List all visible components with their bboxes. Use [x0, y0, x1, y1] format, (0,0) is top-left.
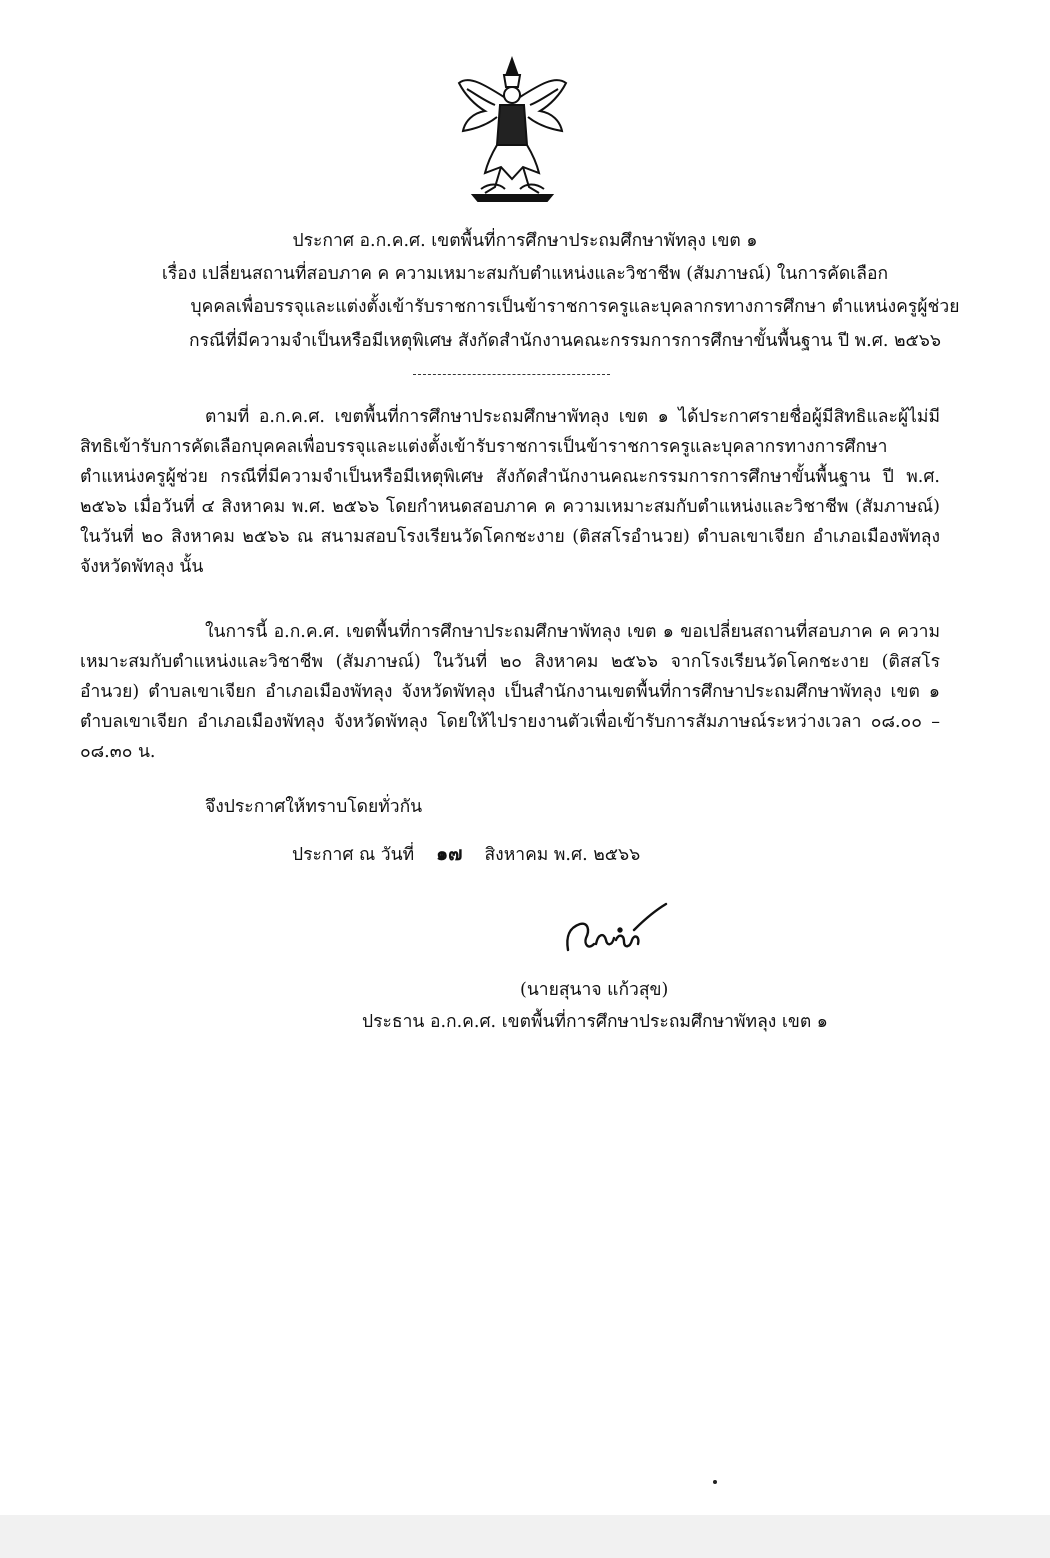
garuda-emblem-icon	[455, 55, 570, 205]
header-subject-line-3: กรณีที่มีความจำเป็นหรือมีเหตุพิเศษ สังกัดสำนักงานคณะกรรมการการศึกษาขั้นพื้นฐาน ปี พ.ศ. ๒๕๖๖	[189, 331, 941, 351]
signer-name: (นายสุนาจ แก้วสุข)	[520, 980, 669, 1000]
header-title-line: ประกาศ อ.ก.ค.ศ. เขตพื้นที่การศึกษาประถมศึกษาพัทลุง เขต ๑	[292, 231, 758, 251]
closing-statement: จึงประกาศให้ทราบโดยทั่วกัน	[205, 797, 423, 817]
signer-title: ประธาน อ.ก.ค.ศ. เขตพื้นที่การศึกษาประถมศึกษาพัทลุง เขต ๑	[362, 1012, 828, 1032]
header-subject-line-2: บุคคลเพื่อบรรจุและแต่งตั้งเข้ารับราชการเป็นข้าราชการครูและบุคลากรทางการศึกษา ตำแหน่งครูผู้ช่วย	[190, 297, 960, 317]
date-day: ๑๗	[436, 843, 463, 865]
date-month-year: สิงหาคม พ.ศ. ๒๕๖๖	[484, 845, 641, 865]
handwritten-signature	[560, 900, 670, 960]
scan-speck	[713, 1480, 717, 1484]
date-prefix: ประกาศ ณ วันที่	[292, 845, 415, 865]
header-divider	[413, 374, 610, 375]
body-paragraph-1: ตามที่ อ.ก.ค.ศ. เขตพื้นที่การศึกษาประถมศึกษาพัทลุง เขต ๑ ได้ประกาศรายชื่อผู้มีสิทธิและผู้ไม่มีสิทธิเข้ารับการคัดเลือกบุคคลเพื่อบรรจุและแต่งตั้งเข้ารับราชการเป็นข้าราชการครูและบุคลากรทางการศึกษา ตำแหน่งครูผู้ช่วย กรณีที่มีความจำเป็นหรือมีเหตุพิเศษ สังกัดสำนักงานคณะกรรมการการศึกษาขั้นพื้นฐาน ปี พ.ศ. ๒๕๖๖ เมื่อวันที่ ๔ สิงหาคม พ.ศ. ๒๕๖๖ โดยกำหนดสอบภาค ค ความเหมาะสมกับตำแหน่งและวิชาชีพ (สัมภาษณ์) ในวันที่ ๒๐ สิงหาคม ๒๕๖๖ ณ สนามสอบโรงเรียนวัดโคกชะงาย (ติสสโรอำนวย) ตำบลเขาเจียก อำเภอเมืองพัทลุง จังหวัดพัทลุง นั้น	[80, 407, 940, 577]
body-paragraph-2: ในการนี้ อ.ก.ค.ศ. เขตพื้นที่การศึกษาประถมศึกษาพัทลุง เขต ๑ ขอเปลี่ยนสถานที่สอบภาค ค ความเหมาะสมกับตำแหน่งและวิชาชีพ (สัมภาษณ์) ในวันที่ ๒๐ สิงหาคม ๒๕๖๖ จากโรงเรียนวัดโคกชะงาย (ติสสโรอำนวย) ตำบลเขาเจียก อำเภอเมืองพัทลุง จังหวัดพัทลุง เป็นสำนักงานเขตพื้นที่การศึกษาประถมศึกษาพัทลุง เขต ๑ ตำบลเขาเจียก อำเภอเมืองพัทลุง จังหวัดพัทลุง โดยให้ไปรายงานตัวเพื่อเข้ารับการสัมภาษณ์ระหว่างเวลา ๐๘.๐๐ – ๐๘.๓๐ น.	[80, 622, 940, 762]
header-subject-line: เรื่อง เปลี่ยนสถานที่สอบภาค ค ความเหมาะสมกับตำแหน่งและวิชาชีพ (สัมภาษณ์) ในการคัดเลือก	[161, 264, 889, 284]
announcement-date	[292, 839, 640, 870]
